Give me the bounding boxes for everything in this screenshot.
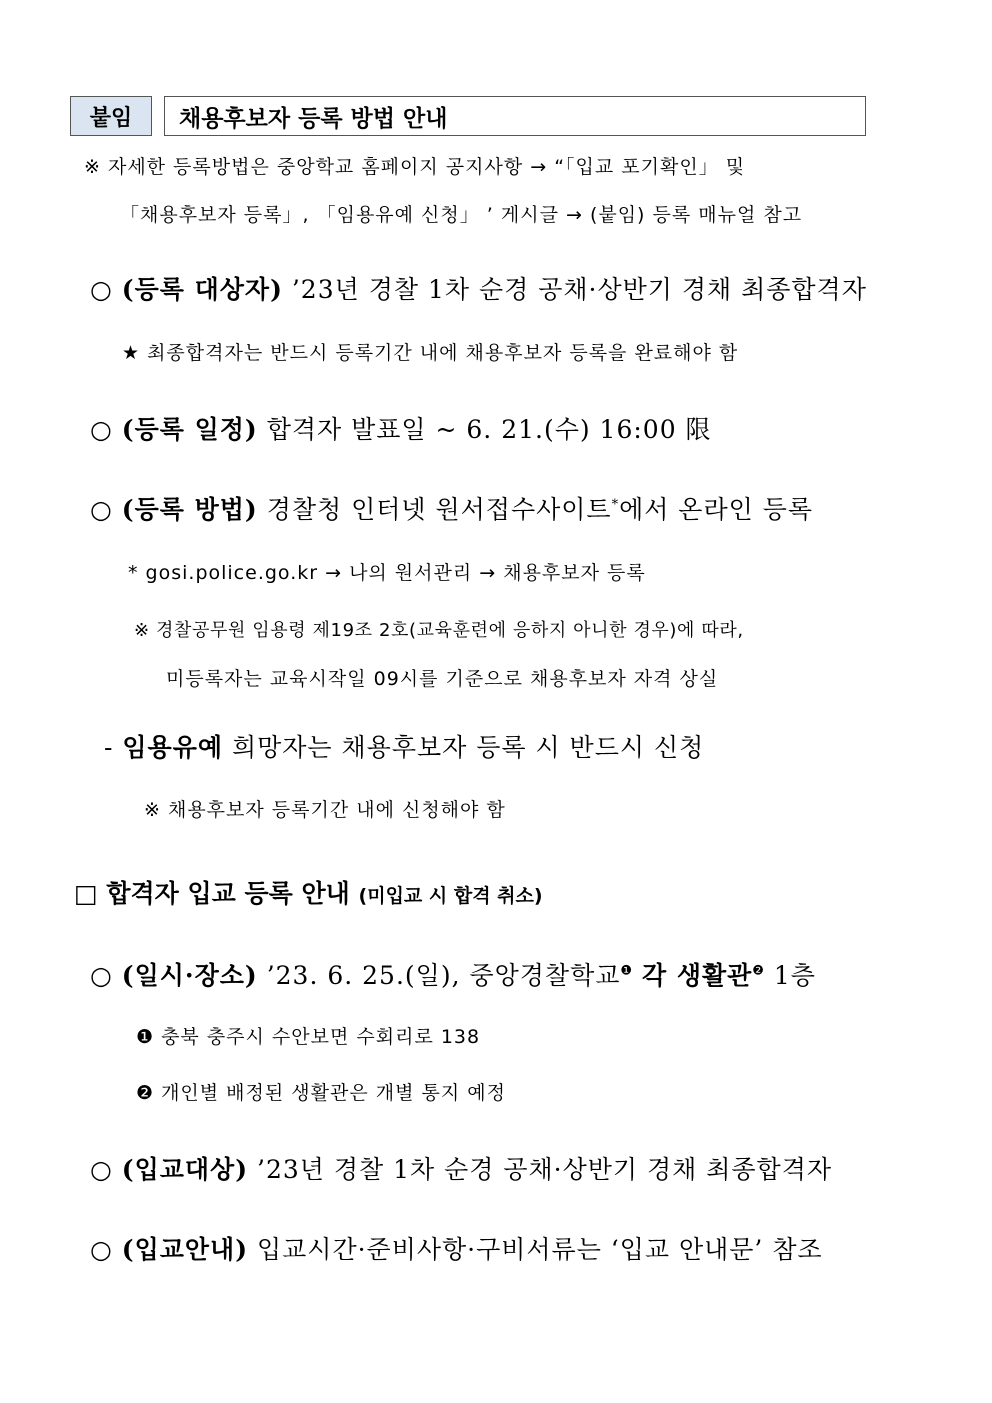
dash-icon: -	[104, 733, 114, 762]
item-text: 희망자는 채용후보자 등록 시 반드시 신청	[231, 733, 705, 762]
bullet-icon: ○	[90, 1155, 113, 1184]
document-title-text: 채용후보자 등록 방법 안내	[179, 105, 448, 132]
item-text: ’23년 경찰 1차 순경 공채·상반기 경채 최종합격자	[291, 275, 867, 304]
bullet-icon: ○	[90, 961, 113, 990]
item-text-end: 1층	[773, 961, 816, 990]
item-text: 경찰청 인터넷 원서접수사이트	[266, 495, 612, 524]
footnote-mark-2: ❷	[752, 963, 765, 979]
intro-line-1: ※ 자세한 등록방법은 중앙학교 홈페이지 공지사항 → “「입교 포기확인」 및	[84, 156, 746, 178]
item-text: 입교시간·준비사항·구비서류는 ‘입교 안내문’ 참조	[257, 1235, 823, 1264]
item-text: ’23. 6. 25.(일), 중앙경찰학교	[266, 961, 621, 990]
section-title: 합격자 입교 등록 안내	[106, 879, 350, 908]
target-note: ★ 최종합격자는 반드시 등록기간 내에 채용후보자 등록을 완료해야 함	[122, 342, 739, 364]
method-footnote: * gosi.police.go.kr → 나의 원서관리 → 채용후보자 등록	[128, 562, 646, 584]
item-enroll-target	[90, 1150, 832, 1186]
item-label: (등록 방법)	[121, 495, 258, 524]
checkbox-icon: □	[74, 879, 98, 908]
bullet-icon: ○	[90, 415, 113, 444]
bullet-icon: ○	[90, 275, 113, 304]
method-warning-1: ※ 경찰공무원 임용령 제19조 2호(교육훈련에 응하지 아니한 경우)에 따라,	[134, 620, 744, 641]
defer-note: ※ 채용후보자 등록기간 내에 신청해야 함	[144, 799, 506, 821]
method-warning-2: 미등록자는 교육시작일 09시를 기준으로 채용후보자 자격 상실	[166, 668, 719, 690]
item-label: (등록 대상자)	[121, 275, 283, 304]
item-defer	[104, 728, 704, 764]
item-label: 임용유예	[122, 733, 224, 762]
attachment-tag	[70, 96, 152, 136]
item-text: 합격자 발표일 ~ 6. 21.(수) 16:00 限	[266, 415, 712, 444]
attachment-tag-text: 붙임	[89, 105, 133, 131]
datetime-note-2: ❷ 개인별 배정된 생활관은 개별 통지 예정	[136, 1082, 506, 1104]
item-method	[90, 490, 813, 526]
datetime-note-1: ❶ 충북 충주시 수안보면 수회리로 138	[136, 1026, 481, 1048]
item-schedule	[90, 410, 712, 446]
document-title	[164, 96, 866, 136]
item-target	[90, 270, 867, 306]
item-label: (입교대상)	[121, 1155, 249, 1184]
item-label: (입교안내)	[121, 1235, 249, 1264]
item-label: (일시·장소)	[121, 961, 258, 990]
section-subtitle: (미입교 시 합격 취소)	[358, 885, 543, 907]
item-text: ’23년 경찰 1차 순경 공채·상반기 경채 최종합격자	[257, 1155, 832, 1184]
intro-line-2: 「채용후보자 등록」, 「임용유예 신청」 ’ 게시글 → (붙임) 등록 매뉴얼 참고	[120, 204, 803, 226]
footnote-mark: *	[611, 497, 620, 513]
item-enroll-guide	[90, 1230, 823, 1266]
section-heading	[74, 874, 543, 910]
bullet-icon: ○	[90, 495, 113, 524]
item-datetime	[90, 956, 816, 992]
item-text-after: 에서 온라인 등록	[619, 495, 814, 524]
item-text-mid: 각 생활관	[641, 961, 753, 990]
footnote-mark-1: ❶	[620, 963, 634, 979]
bullet-icon: ○	[90, 1235, 113, 1264]
item-label: (등록 일정)	[121, 415, 258, 444]
